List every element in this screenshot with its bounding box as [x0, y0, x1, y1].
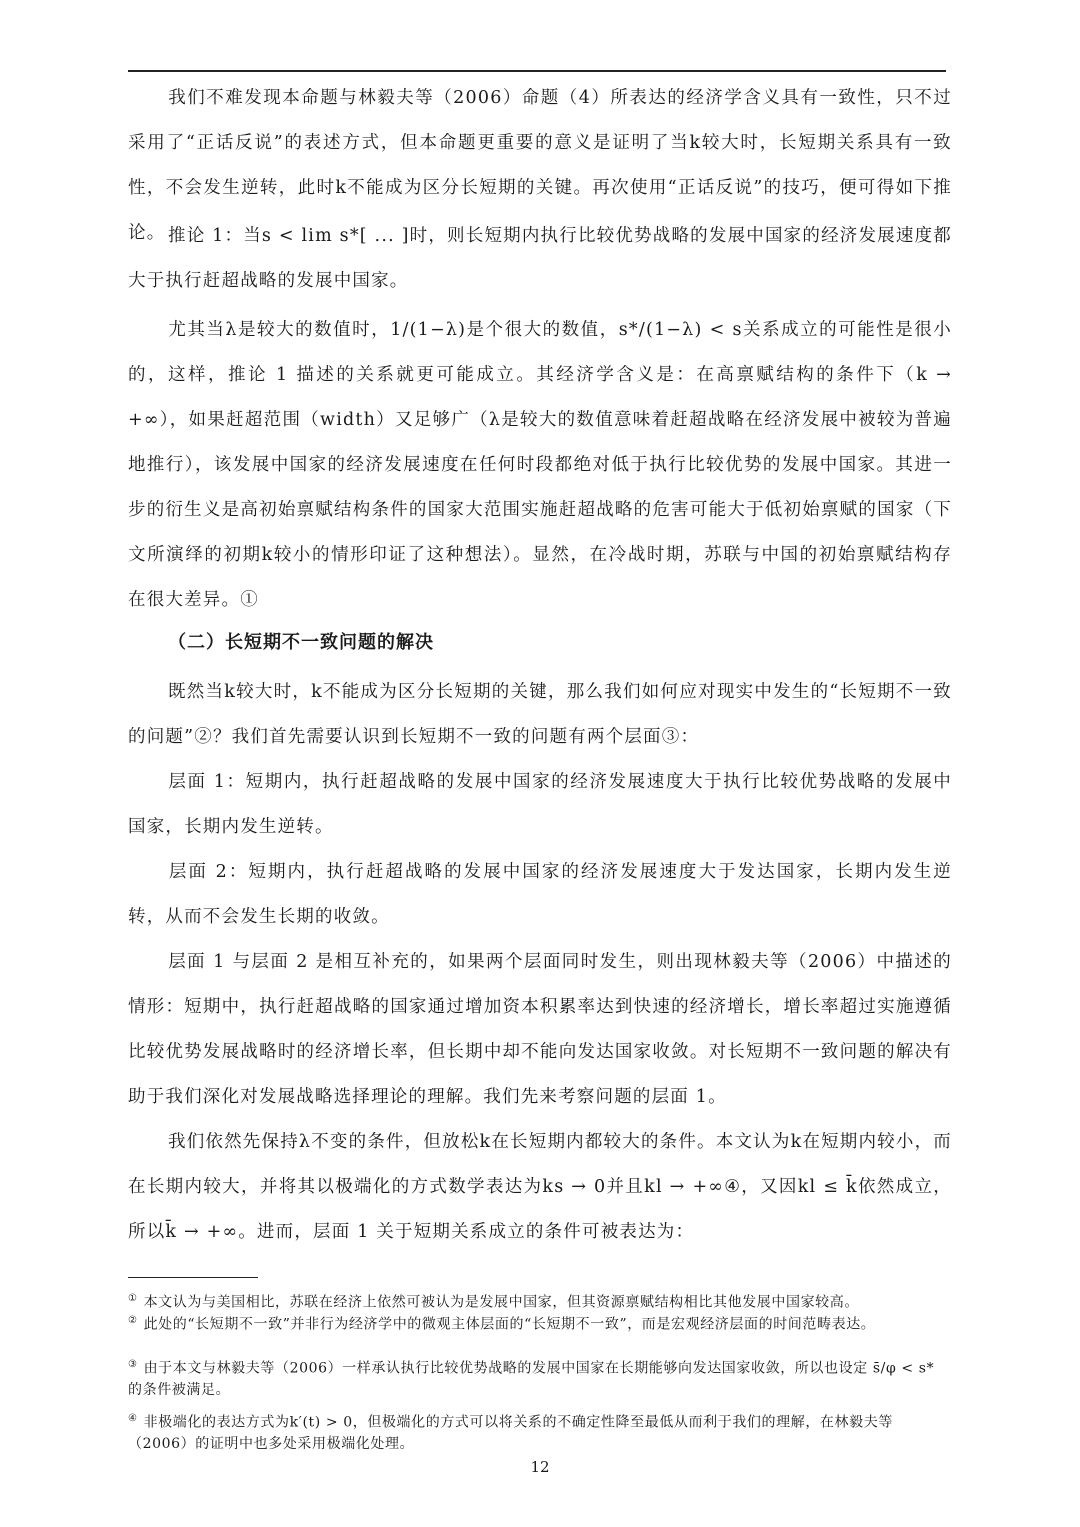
level-2-paragraph [128, 850, 952, 940]
footnote-rule [128, 1277, 258, 1278]
section-title: （二）长短期不一致问题的解决 [168, 632, 434, 653]
paragraph-1-text: 我们不难发现本命题与林毅夫等（2006）命题（4）所表达的经济学含义具有一致性，只不过采用了“正话反说”的表述方式，但本命题更重要的意义是证明了当k较大时，长短期关系具有一致性，不会发生逆转，此时k不能成为区分长短期的关键。再次使用“正话反说”的技巧，便可得如下推论。 [128, 88, 952, 243]
footnote-1-text: 本文认为与美国相比，苏联在经济上依然可被认为是发展中国家，但其资源禀赋结构相比其他发展中国家较高。 [143, 1294, 859, 1311]
paragraph-3 [128, 308, 952, 623]
level-2-text: 层面 2：短期内，执行赶超战略的发展中国家的经济发展速度大于发达国家，长期内发生逆转，从而不会发生长期的收敛。 [128, 862, 952, 927]
footnote-2 [128, 1310, 952, 1336]
footnote-3 [128, 1354, 952, 1401]
level-1-paragraph [128, 760, 952, 850]
level-1-text: 层面 1：短期内，执行赶超战略的发展中国家的经济发展速度大于执行比较优势战略的发展中国家，长期内发生逆转。 [128, 772, 952, 837]
paragraph-4-text: 既然当k较大时，k不能成为区分长短期的关键，那么我们如何应对现实中发生的“长短期不一致的问题”②？我们首先需要认识到长短期不一致的问题有两个层面③： [128, 682, 952, 747]
footnote-4-mark: ④ [128, 1413, 138, 1424]
corollary-1 [128, 214, 952, 304]
footnote-1-mark: ① [128, 1293, 138, 1304]
page-number: 12 [530, 1458, 550, 1476]
paragraph-8 [128, 1120, 952, 1255]
footnote-3-text: 由于本文与林毅夫等（2006）一样承认执行比较优势战略的发展中国家在长期能够向发达国家收敛，所以也设定 s̄/φ < s* 的条件被满足。 [128, 1360, 935, 1398]
header-rule [128, 70, 946, 72]
footnote-2-mark: ② [128, 1315, 138, 1326]
footnote-3-mark: ③ [128, 1359, 138, 1370]
paragraph-7-text: 层面 1 与层面 2 是相互补充的，如果两个层面同时发生，则出现林毅夫等（2006）中描述的情形：短期中，执行赶超战略的国家通过增加资本积累率达到快速的经济增长，增长率超过实施遵循比较优势发展战略时的经济增长率，但长期中却不能向发达国家收敛。对长短期不一致问题的解决有助于我们深化对发展战略选择理论的理解。我们先来考察问题的层面 1。 [128, 952, 952, 1107]
footnote-2-text: 此处的“长短期不一致”并非行为经济学中的微观主体层面的“长短期不一致”，而是宏观经济层面的时间范畴表达。 [143, 1316, 876, 1333]
paragraph-3-text: 尤其当λ是较大的数值时，1/(1−λ)是个很大的数值，s*/(1−λ) < s关系成立的可能性是很小的，这样，推论 1 描述的关系就更可能成立。其经济学含义是：在高禀赋结构的条件下（k → +∞），如果赶超范围（width）又足够广（λ是较大的数值意味着赶超战略在经济发展中被较为普遍地推行），该发展中国家的经济发展速度在任何时段都绝对低于执行比较优势的发展中国家。其进一步的衍生义是高初始禀赋结构条件的国家大范围实施赶超战略的危害可能大于低初始禀赋的国家（下文所演绎的初期k较小的情形印证了这种想法）。显然，在冷战时期，苏联与中国的初始禀赋结构存在很大差异。① [128, 320, 952, 610]
corollary-1-text: 推论 1：当s < lim s*[ ... ]时，则长短期内执行比较优势战略的发展中国家的经济发展速度都大于执行赶超战略的发展中国家。 [128, 226, 952, 291]
paragraph-7 [128, 940, 952, 1120]
footnote-4 [128, 1408, 952, 1455]
footnote-4-text: 非极端化的表达方式为k′(t) > 0，但极端化的方式可以将关系的不确定性降至最低从而利于我们的理解，在林毅夫等（2006）的证明中也多处采用极端化处理。 [128, 1414, 893, 1452]
paragraph-4 [128, 670, 952, 760]
paragraph-8-text: 我们依然先保持λ不变的条件，但放松k在长短期内都较大的条件。本文认为k在短期内较小，而在长期内较大，并将其以极端化的方式数学表达为ks → 0并且kl → +∞④，又因kl ≤ k̄依然成立，所以k̄ → +∞。进而，层面 1 关于短期关系成立的条件可被表达为： [128, 1132, 952, 1242]
